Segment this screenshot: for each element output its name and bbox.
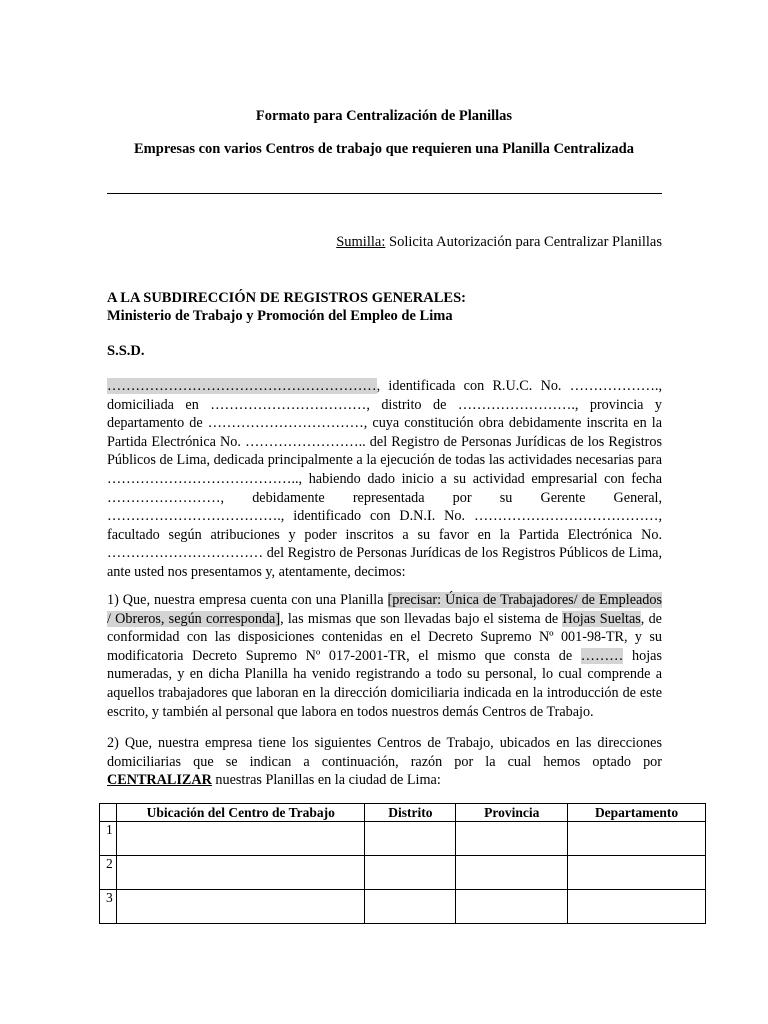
point-1-text-c: , de conformidad con las disposiciones contenidas en el Decreto Supremo Nº 001-98-TR, y su modificatoria Decreto Supremo Nº 017-2001-TR, el mismo que consta de [107, 610, 662, 664]
table-header-row [100, 804, 706, 822]
point-2-paragraph [107, 734, 662, 790]
company-name-blank: ………………………………………………… [107, 378, 377, 394]
intro-paragraph [107, 377, 662, 582]
horizontal-divider [107, 193, 662, 194]
location-cell [116, 890, 364, 924]
document-subtitle: Empresas con varios Centros de trabajo que requieren una Planilla Centralizada [134, 141, 634, 157]
centralizar-keyword: CENTRALIZAR [107, 772, 212, 789]
row-number: 2 [100, 856, 117, 890]
point-2-text-a: 2) Que, nuestra empresa tiene los siguientes Centros de Trabajo, ubicados en las direcciones domiciliarias que se indican a continuación, razón por la cual hemos optado por [107, 735, 662, 770]
sheet-count-blank: ……… [580, 647, 624, 664]
column-header-district: Distrito [365, 804, 456, 822]
district-cell [365, 890, 456, 924]
department-cell [568, 822, 706, 856]
point-2-text-b: nuestras Planillas en la ciudad de Lima: [211, 772, 441, 789]
location-cell [116, 822, 364, 856]
addressee-line-2: Ministerio de Trabajo y Promoción del Empleo de Lima [107, 308, 453, 324]
row-number: 3 [100, 890, 117, 924]
addressee-block [107, 289, 466, 325]
point-1-text-d: hojas numeradas, y en dicha Planilla ha venido registrando a todo su personal, lo cual comprende a aquellos trabajadores que laboran en la dirección domiciliaria indicada en la introducción de este escrito, y también al personal que labora en todos nuestros demás Centros de Trabajo. [107, 647, 662, 720]
column-header-location: Ubicación del Centro de Trabajo [116, 804, 364, 822]
table-row [100, 890, 706, 924]
intro-text: , identificada con R.U.C. No. ………………., domiciliada en ……………………………, distrito de ……………………., provincia y departamento de ……………………………, cuya constitución obra debidamente inscrita en la Partida Electrónica No. …………………….. del Registro de Personas Jurídicas de los Registros Públicos de Lima, dedicada principalmente a la ejecución de todas las actividades necesarias para ………………………………….., habiendo dado inicio a su actividad empresarial con fecha ……………………, debidamente representada por su Gerente General, ………………………………., identificado con D.N.I. No. …………………………………, facultado según atribuciones y poder inscritos a su favor en la Partida Electrónica No. …………………………… del Registro de Personas Jurídicas de los Registros Públicos de Lima, ante usted nos presentamos y, atentamente, decimos: [107, 378, 662, 580]
location-cell [116, 856, 364, 890]
sumilla-text: Solicita Autorización para Centralizar Planillas [385, 234, 662, 250]
department-cell [568, 890, 706, 924]
row-number: 1 [100, 822, 117, 856]
column-header-department: Departamento [568, 804, 706, 822]
point-1-text-b: , las mismas que son llevadas bajo el sistema de [280, 610, 563, 627]
sumilla-line [336, 234, 662, 251]
point-1-text-a: 1) Que, nuestra empresa cuenta con una Planilla [107, 592, 388, 608]
district-cell [365, 856, 456, 890]
salutation: S.S.D. [107, 343, 145, 359]
point-1-paragraph [107, 591, 662, 721]
sumilla-label: Sumilla: [336, 234, 386, 250]
document-title: Formato para Centralización de Planillas [255, 108, 513, 124]
table-row [100, 856, 706, 890]
province-cell [456, 890, 568, 924]
column-header-number [100, 804, 117, 822]
province-cell [456, 856, 568, 890]
column-header-province: Provincia [456, 804, 568, 822]
work-centers-table [99, 803, 706, 924]
system-placeholder: Hojas Sueltas [562, 610, 641, 627]
planilla-type-placeholder: [precisar: Única de Trabajadores/ de Empleados / Obreros, según corresponda] [107, 592, 662, 627]
district-cell [365, 822, 456, 856]
department-cell [568, 856, 706, 890]
addressee-line-1: A LA SUBDIRECCIÓN DE REGISTROS GENERALES: [107, 290, 466, 306]
province-cell [456, 822, 568, 856]
table-row [100, 822, 706, 856]
